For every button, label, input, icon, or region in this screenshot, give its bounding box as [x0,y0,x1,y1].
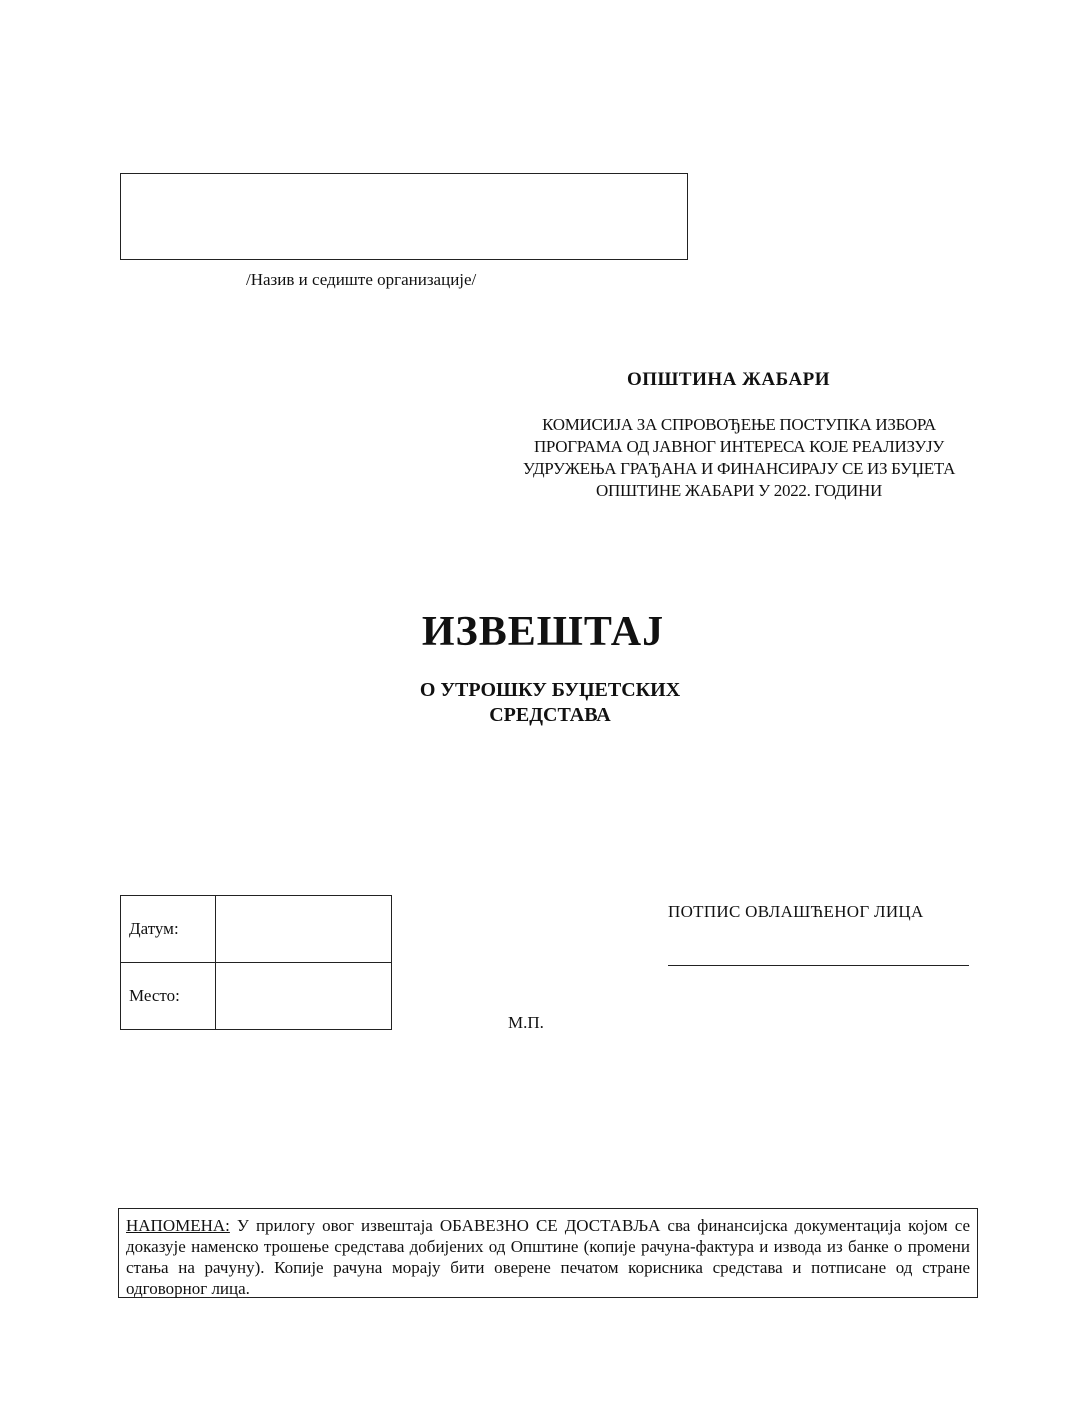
note-text: У прилогу овог извештаја ОБАВЕЗНО СЕ ДОСТАВЉА сва финансијска документација којом се доказује наменско трошење средстава добијених од Општине (копије рачуна-фактура и извода из банке о промени стања на рачуну). Копије рачуна морају бити оверене печатом корисника средстава и потписане од стране одговорног лица. [126,1216,970,1298]
report-subtitle [300,678,800,728]
date-place-table [120,895,392,1030]
commission-line: ОПШТИНЕ ЖАБАРИ У 2022. ГОДИНИ [596,481,882,500]
report-subtitle-line: О УТРОШКУ БУЏЕТСКИХ [419,679,681,701]
note-box [118,1208,978,1298]
signature-label: ПОТПИС ОВЛАШЋЕНОГ ЛИЦА [668,902,924,921]
municipality-heading: ОПШТИНА ЖАБАРИ [627,369,831,390]
place-row [121,963,392,1030]
stamp-label: М.П. [508,1013,544,1032]
commission-name [470,414,1008,502]
place-field[interactable] [216,963,392,1030]
signature-line[interactable] [668,965,969,966]
report-title: ИЗВЕШТАЈ [421,609,665,655]
date-label: Датум: [121,896,216,963]
place-label: Место: [121,963,216,1030]
commission-line: КОМИСИЈА ЗА СПРОВОЂЕЊЕ ПОСТУПКА ИЗБОРА [542,415,936,434]
commission-line: УДРУЖЕЊА ГРАЂАНА И ФИНАНСИРАЈУ СЕ ИЗ БУЏЕТА [522,459,956,478]
report-subtitle-line: СРЕДСТАВА [489,704,611,726]
commission-line: ПРОГРАМА ОД ЈАВНОГ ИНТЕРЕСА КОЈЕ РЕАЛИЗУЈУ [533,437,945,456]
organization-caption: /Назив и седиште организације/ [246,270,477,289]
date-row [121,896,392,963]
date-field[interactable] [216,896,392,963]
organization-name-field[interactable] [120,173,688,260]
note-label: НАПОМЕНА: [126,1216,230,1235]
